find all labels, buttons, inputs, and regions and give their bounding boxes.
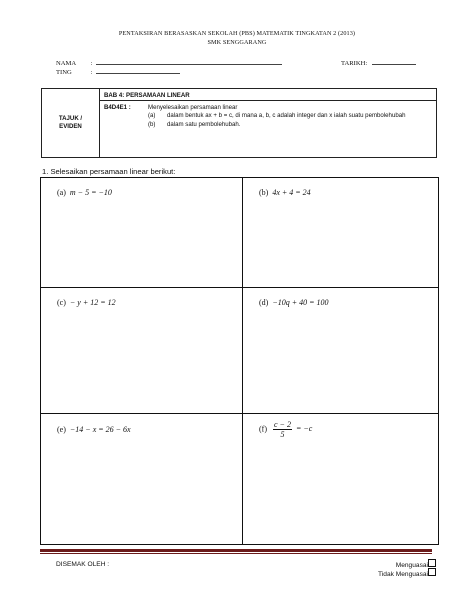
bab-title: BAB 4: PERSAMAAN LINEAR bbox=[100, 89, 436, 101]
problem-d-label: (d) bbox=[259, 298, 269, 307]
problem-b-label: (b) bbox=[259, 188, 269, 197]
status-labels bbox=[378, 561, 428, 579]
ting-field[interactable] bbox=[96, 67, 180, 74]
problem-c[interactable] bbox=[57, 298, 116, 307]
eviden-label: EVIDEN bbox=[59, 123, 82, 130]
tarikh-row bbox=[341, 58, 416, 67]
nama-label: NAMA bbox=[56, 60, 77, 67]
tidak-menguasai-label: Tidak Menguasai bbox=[378, 571, 428, 578]
problem-f[interactable] bbox=[259, 420, 312, 439]
ting-label: TING bbox=[56, 69, 72, 76]
evidence-table bbox=[41, 88, 437, 158]
grid-divider-row1 bbox=[41, 287, 438, 288]
problem-d[interactable] bbox=[259, 298, 329, 307]
sub-a-letter: (a) bbox=[148, 112, 156, 120]
problem-b-equation: 4x + 4 = 24 bbox=[272, 188, 311, 197]
tajuk-label: TAJUK / bbox=[58, 115, 83, 122]
problem-f-label: (f) bbox=[259, 424, 267, 434]
problem-f-numerator: c − 2 bbox=[274, 420, 291, 429]
problem-c-equation: − y + 12 = 12 bbox=[69, 298, 116, 307]
disemak-label: DISEMAK OLEH : bbox=[56, 561, 110, 568]
nama-row bbox=[56, 58, 282, 67]
ting-row bbox=[56, 67, 180, 76]
problem-e[interactable] bbox=[57, 425, 131, 434]
problem-f-denominator: 5 bbox=[280, 430, 285, 439]
footer-rule-thick bbox=[40, 549, 432, 552]
footer-rule-thin bbox=[40, 553, 432, 554]
evidence-sub-b bbox=[148, 121, 430, 129]
answer-grid bbox=[40, 177, 439, 545]
nama-colon: : bbox=[90, 60, 93, 67]
evidence-main-text: Menyelesaikan persamaan linear bbox=[148, 104, 238, 111]
problem-a-equation: m − 5 = −10 bbox=[69, 188, 112, 197]
problem-e-equation: −14 − x = 26 − 6x bbox=[69, 425, 131, 434]
tarikh-label: TARIKH: bbox=[341, 60, 368, 67]
sub-b-text: dalam satu pembolehubah. bbox=[167, 120, 241, 128]
header-title: PENTAKSIRAN BERASASKAN SEKOLAH (PBS) MATEMATIK TINGKATAN 2 (2013) bbox=[118, 30, 356, 37]
page-header bbox=[0, 29, 474, 47]
sub-a-text: dalam bentuk ax + b = c, di mana a, b, c adalah integer dan x ialah suatu pembolehubah bbox=[167, 112, 406, 120]
grid-divider-row2 bbox=[41, 413, 438, 414]
sub-b-letter: (b) bbox=[148, 120, 156, 128]
problem-f-equation: = −c bbox=[295, 424, 313, 434]
problem-e-label: (e) bbox=[57, 425, 66, 434]
evidence-body bbox=[100, 101, 436, 157]
tarikh-field[interactable] bbox=[372, 58, 416, 65]
problem-d-equation: −10q + 40 = 100 bbox=[272, 298, 329, 307]
menguasai-checkbox[interactable] bbox=[428, 559, 436, 567]
problem-f-fraction bbox=[273, 420, 292, 439]
problem-a[interactable] bbox=[57, 188, 112, 197]
nama-field[interactable] bbox=[96, 58, 282, 65]
problem-b[interactable] bbox=[259, 188, 311, 197]
ting-colon: : bbox=[90, 69, 93, 76]
evidence-sub-a bbox=[148, 112, 430, 120]
menguasai-label: Menguasai bbox=[395, 562, 428, 569]
tidak-menguasai-checkbox[interactable] bbox=[428, 568, 436, 576]
question-instruction: 1. Selesaikan persamaan linear berikut: bbox=[42, 167, 176, 176]
header-school: SMK SENGGARANG bbox=[207, 39, 267, 46]
tajuk-eviden-cell bbox=[42, 89, 100, 157]
problem-a-label: (a) bbox=[57, 188, 66, 197]
evidence-code: B4D4E1 : bbox=[104, 104, 131, 111]
problem-c-label: (c) bbox=[57, 298, 66, 307]
grid-divider-vertical bbox=[242, 178, 243, 544]
